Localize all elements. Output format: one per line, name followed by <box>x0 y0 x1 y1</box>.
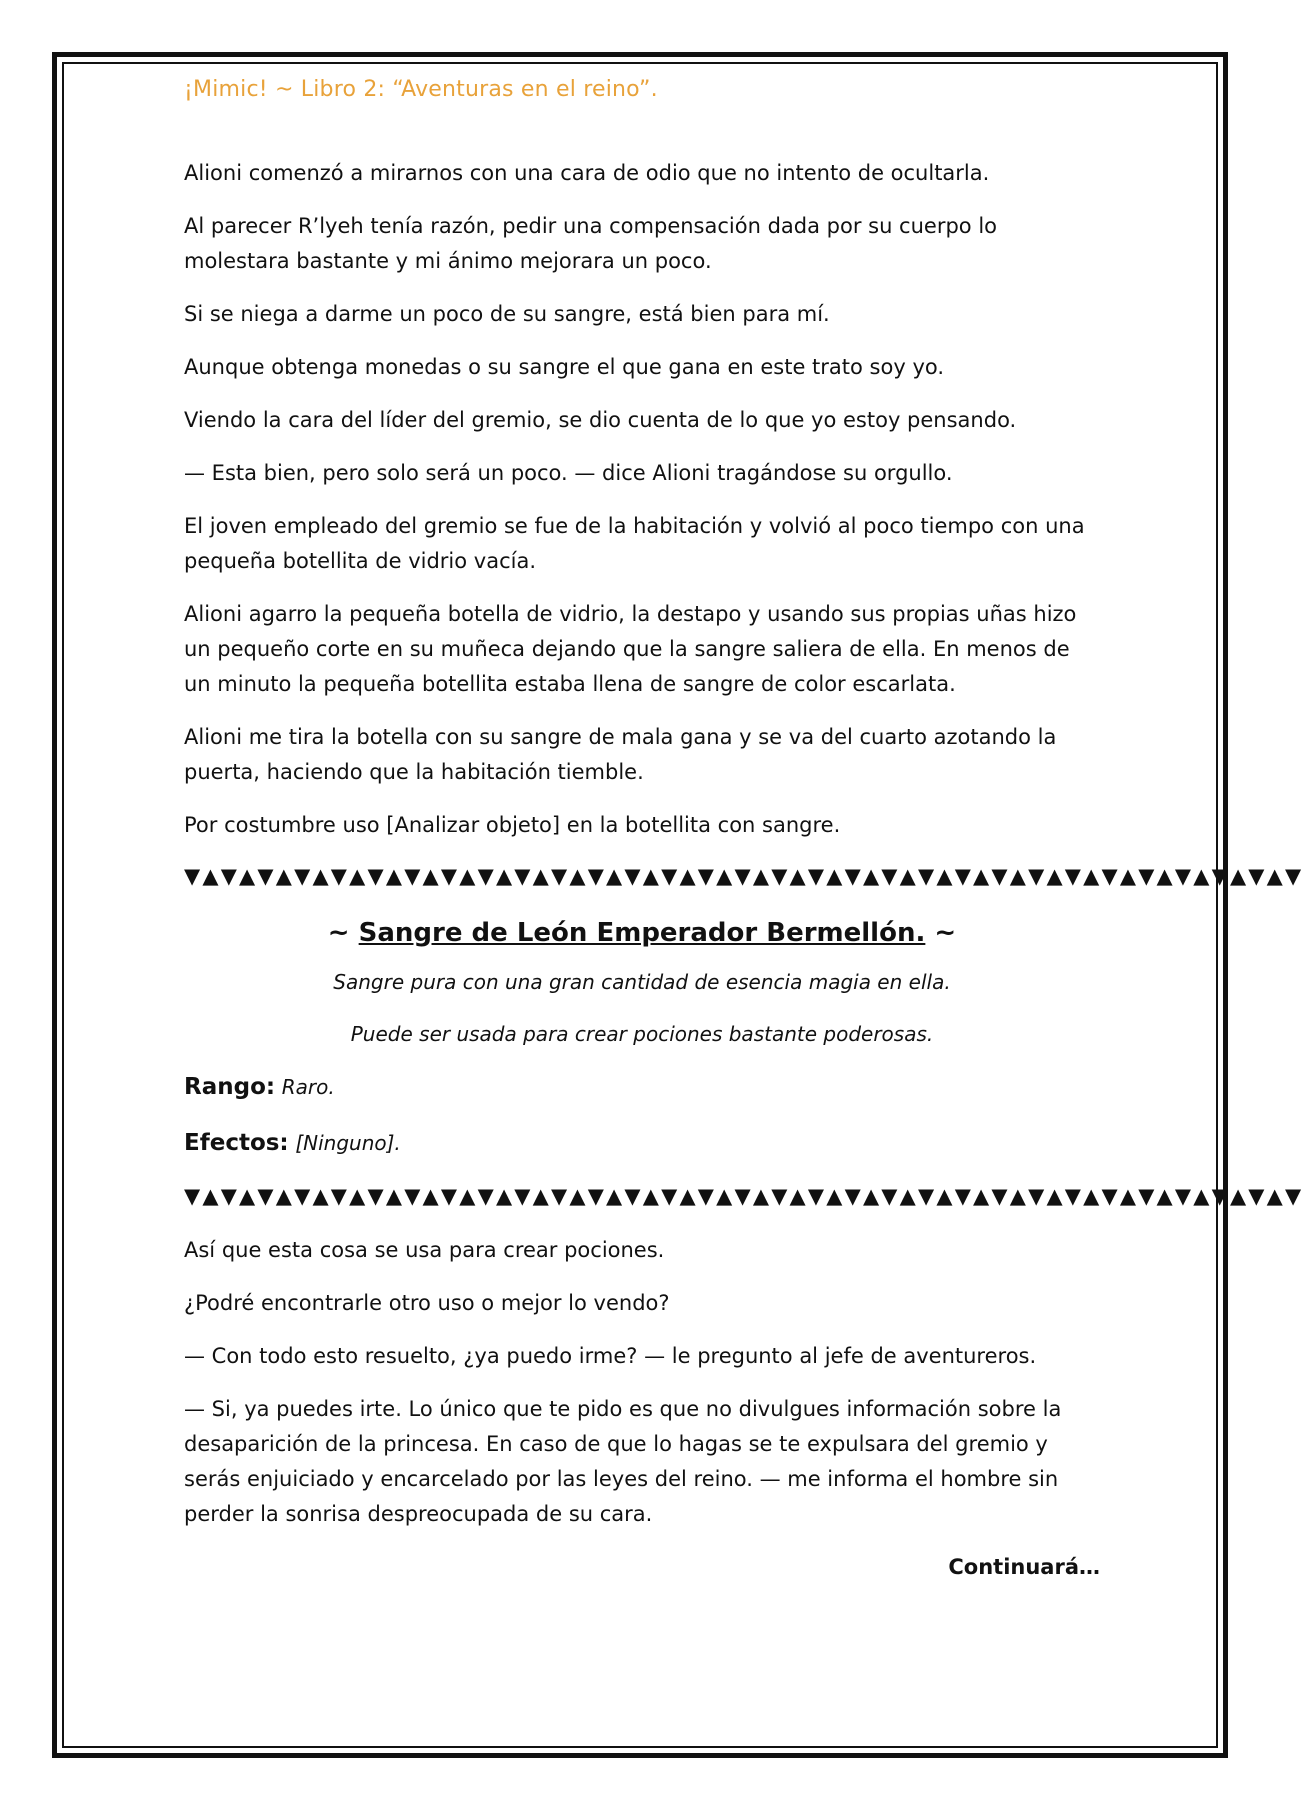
item-rank-label: Rango: <box>184 1074 276 1100</box>
paragraph: Alioni comenzó a mirarnos con una cara de odio que no intento de ocultarla. <box>184 161 990 185</box>
paragraph: Por costumbre uso [Analizar objeto] en la botellita con sangre. <box>184 813 841 837</box>
item-effects-label: Efectos: <box>184 1130 289 1156</box>
item-rank-value: Raro. <box>281 1075 335 1099</box>
paragraph: Si se niega a darme un poco de su sangre, está bien para mí. <box>184 302 830 326</box>
item-effects <box>184 1125 1100 1161</box>
item-title-suffix: ~ <box>925 918 957 948</box>
item-rank <box>184 1069 1100 1105</box>
item-description: Sangre pura con una gran cantidad de esencia magia en ella. <box>333 970 951 994</box>
item-title-prefix: ~ <box>327 918 359 948</box>
item-effects-value: [Ninguno]. <box>295 1131 401 1155</box>
paragraph: Viendo la cara del líder del gremio, se dio cuenta de lo que yo estoy pensando. <box>184 408 1017 432</box>
paragraph: El joven empleado del gremio se fue de la habitación y volvió al poco tiempo con una pequeña botellita de vidrio vacía. <box>184 514 1085 573</box>
triangle-divider-bottom: ▼▲▼▲▼▲▼▲▼▲▼▲▼▲▼▲▼▲▼▲▼▲▼▲▼▲▼▲▼▲▼▲▼▲▼▲▼▲▼▲▼▲▼▲▼▲▼▲▼▲▼▲▼▲▼▲▼▲▼▲▼ <box>184 1184 1303 1208</box>
item-title <box>184 913 1100 953</box>
paragraph: Así que esta cosa se usa para crear pociones. <box>184 1238 665 1262</box>
paragraph: ¿Podré encontrarle otro uso o mejor lo vendo? <box>184 1291 670 1315</box>
paragraph: — Esta bien, pero solo será un poco. — dice Alioni tragándose su orgullo. <box>184 461 953 485</box>
paragraph: — Si, ya puedes irte. Lo único que te pido es que no divulgues información sobre la desaparición de la princesa. En caso de que lo hagas se te expulsara del gremio y serás enjuiciado y encarcelado por las leyes del reino. — me informa el hombre sin perder la sonrisa despreocupada de su cara. <box>184 1397 1062 1526</box>
triangle-divider-top: ▼▲▼▲▼▲▼▲▼▲▼▲▼▲▼▲▼▲▼▲▼▲▼▲▼▲▼▲▼▲▼▲▼▲▼▲▼▲▼▲▼▲▼▲▼▲▼▲▼▲▼▲▼▲▼▲▼▲▼▲▼ <box>184 864 1303 888</box>
book-header: ¡Mimic! ~ Libro 2: “Aventuras en el reino”. <box>184 77 658 102</box>
page-content <box>184 70 1303 1585</box>
paragraph: Al parecer R’lyeh tenía razón, pedir una compensación dada por su cuerpo lo molestara bastante y mi ánimo mejorara un poco. <box>184 214 998 273</box>
paragraph: Alioni agarro la pequeña botella de vidrio, la destapo y usando sus propias uñas hizo un pequeño corte en su muñeca dejando que la sangre saliera de ella. En menos de un minuto la pequeña botellita estaba llena de sangre de color escarlata. <box>184 602 1077 696</box>
paragraph: Aunque obtenga monedas o su sangre el que gana en este trato soy yo. <box>184 355 945 379</box>
paragraph: — Con todo esto resuelto, ¿ya puedo irme? — le pregunto al jefe de aventureros. <box>184 1344 1037 1368</box>
item-title-text: Sangre de León Emperador Bermellón. <box>358 918 926 948</box>
continue-label: Continuará… <box>948 1555 1100 1579</box>
item-description: Puede ser usada para crear pociones bastante poderosas. <box>350 1022 934 1046</box>
paragraph: Alioni me tira la botella con su sangre de mala gana y se va del cuarto azotando la puerta, haciendo que la habitación tiemble. <box>184 725 1057 784</box>
